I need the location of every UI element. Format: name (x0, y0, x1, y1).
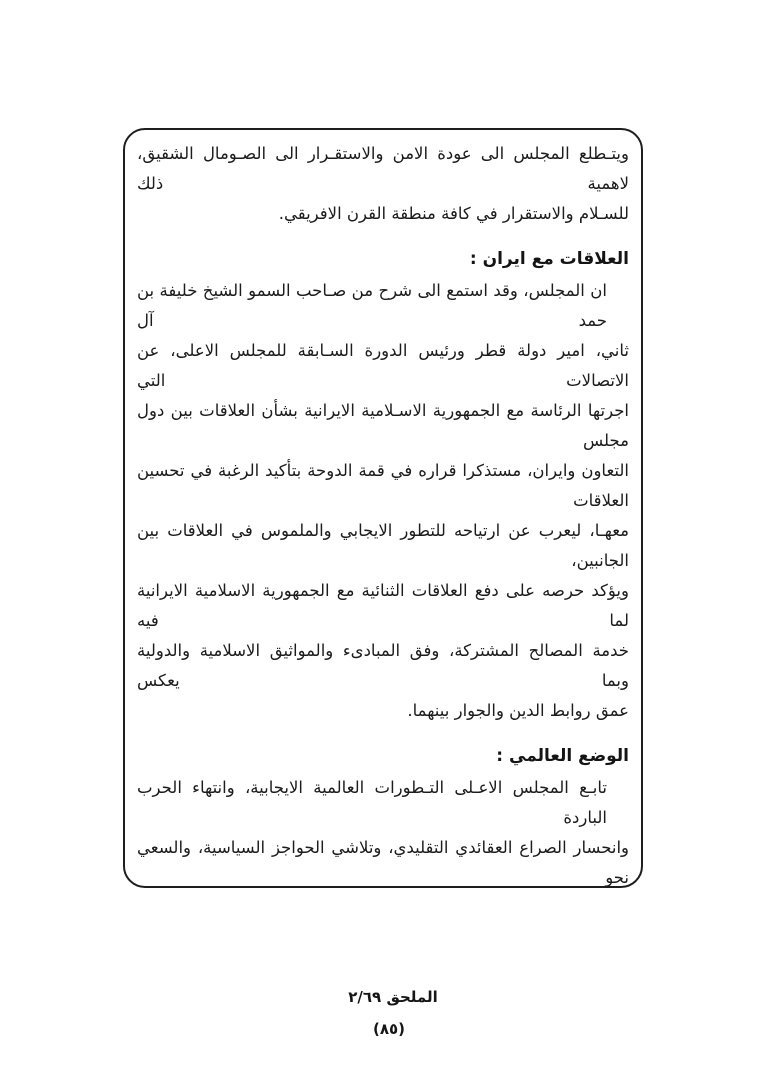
body-line: عمق روابط الدين والجوار بينهما. (407, 701, 629, 720)
body-line: ويتـطلع المجلس الى عودة الامن والاستقـرار الى الصـومال الشقيق، لاهمية ذلك (137, 144, 629, 193)
section-heading-iran-relations: العلاقات مع ايران : (469, 249, 629, 269)
document-frame (123, 128, 643, 888)
section-heading-world-situation: الوضع العالمي : (496, 746, 629, 766)
appendix-label: الملحق ٢/٦٩ (348, 988, 438, 1006)
page-number: (٨٥) (372, 1020, 406, 1038)
body-line: ان المجلس، وقد استمع الى شرح من صـاحب السمو الشيخ خليفة بن حمد آل (137, 281, 607, 330)
body-line: اجرتها الرئاسة مع الجمهورية الاسـلامية الايرانية بشأن العلاقات بين دول مجلس (137, 401, 629, 450)
body-line: معهـا، ليعرب عن ارتياحه للتطور الايجابي والملموس في العلاقات بين الجانبين، (137, 521, 629, 570)
body-line: ويؤكد حرصه على دفع العلاقات الثنائية مع الجمهورية الاسلامية الايرانية لما فيه (137, 581, 629, 630)
body-line: للسـلام والاستقرار في كافة منطقة القرن الافريقي. (278, 204, 629, 223)
body-line: ثاني، امير دولة قطر ورئيس الدورة السـابقة للمجلس الاعلى، عن الاتصالات التي (137, 341, 629, 390)
body-line: تابـع المجلس الاعـلى التـطورات العالمية الايجابية، وانتهاء الحرب الباردة (137, 778, 607, 827)
body-line: وانحسار الصراع العقائدي التقليدي، وتلاشي الحواجز السياسية، والسعي نحو (137, 838, 629, 887)
body-line: التعاون وايران، مستذكرا قراره في قمة الدوحة بتأكيد الرغبة في تحسين العلاقات (137, 461, 629, 510)
body-line: خدمة المصالح المشتركة، وفق المبادىء والمواثيق الاسلامية والدولية وبما يعكس (137, 641, 629, 690)
